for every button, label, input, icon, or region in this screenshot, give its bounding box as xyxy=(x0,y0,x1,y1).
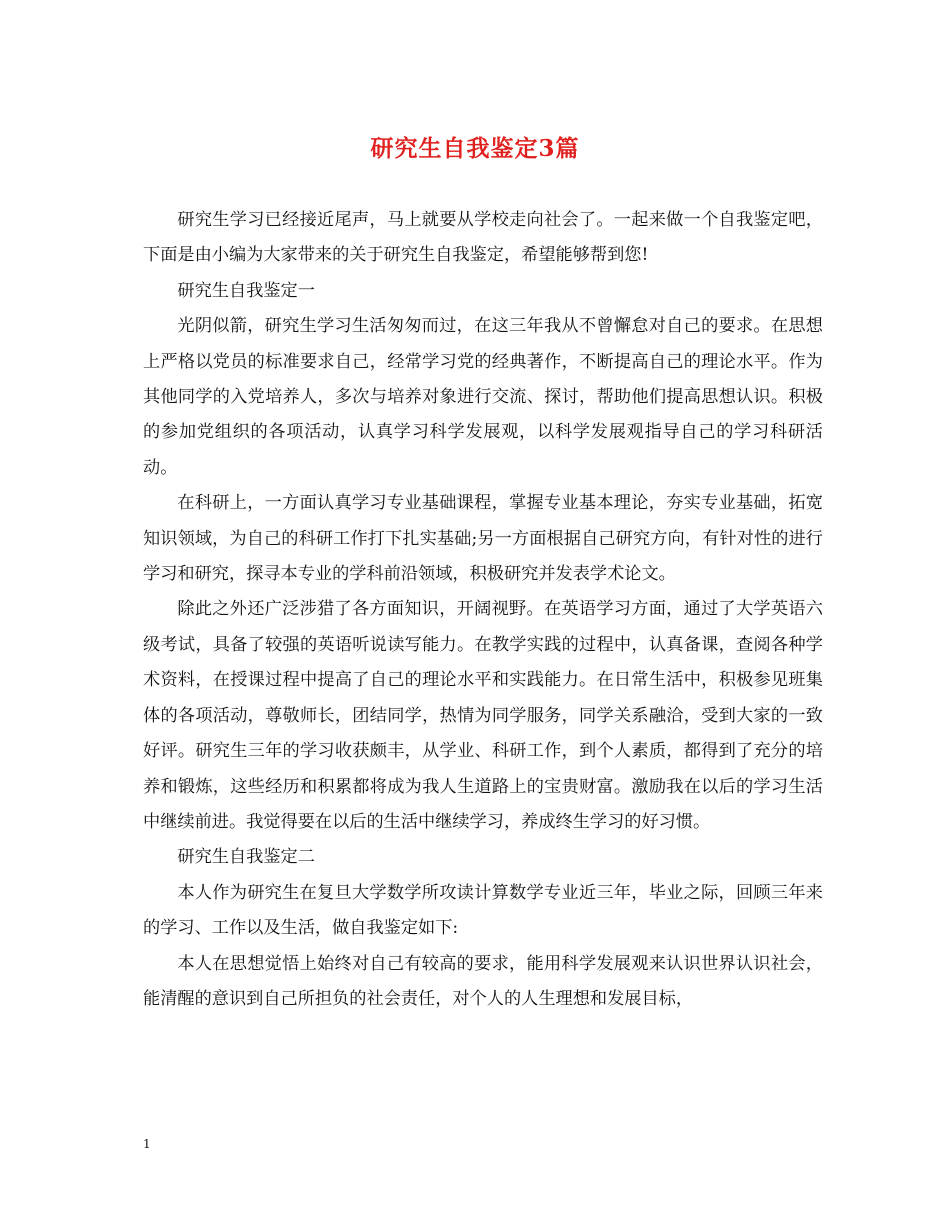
paragraph: 光阴似箭，研究生学习生活匆匆而过，在这三年我从不曾懈怠对自己的要求。在思想上严格以党员的标准要求自己，经常学习党的经典著作，不断提高自己的理论水平。作为其他同学的入党培养人，多次与培养对象进行交流、探讨，帮助他们提高思想认识。积极的参加党组织的各项活动，认真学习科学发展观，以科学发展观指导自己的学习科研活动。 xyxy=(143,316,823,478)
intro-paragraph: 研究生学习已经接近尾声，马上就要从学校走向社会了。一起来做一个自我鉴定吧，下面是由小编为大家带来的关于研究生自我鉴定，希望能够帮到您! xyxy=(143,210,823,266)
section-heading-one: 研究生自我鉴定一 xyxy=(177,280,315,301)
paragraph: 本人在思想觉悟上始终对自己有较高的要求，能用科学发展观来认识世界认识社会，能清醒的意识到自己所担负的社会责任，对个人的人生理想和发展目标， xyxy=(143,953,823,1009)
document-body xyxy=(143,203,823,1017)
document-title: 研究生自我鉴定3篇 xyxy=(370,135,580,162)
paragraph: 除此之外还广泛涉猎了各方面知识，开阔视野。在英语学习方面，通过了大学英语六级考试，具备了较强的英语听说读写能力。在教学实践的过程中，认真备课，查阅各种学术资料，在授课过程中提高了自己的理论水平和实践能力。在日常生活中，积极参见班集体的各项活动，尊敬师长，团结同学，热情为同学服务，同学关系融洽，受到大家的一致好评。研究生三年的学习收获颇丰，从学业、科研工作，到个人素质，都得到了充分的培养和锻炼，这些经历和积累都将成为我人生道路上的宝贵财富。激励我在以后的学习生活中继续前进。我觉得要在以后的生活中继续学习，养成终生学习的好习惯。 xyxy=(143,599,823,832)
paragraph: 在科研上，一方面认真学习专业基础课程，掌握专业基本理论，夯实专业基础，拓宽知识领域，为自己的科研工作打下扎实基础;另一方面根据自己研究方向，有针对性的进行学习和研究，探寻本专业的学科前沿领域，积极研究并发表学术论文。 xyxy=(143,493,823,585)
paragraph: 本人作为研究生在复旦大学数学所攻读计算数学专业近三年，毕业之际，回顾三年来的学习、工作以及生活，做自我鉴定如下: xyxy=(143,882,823,939)
page-number: 1 xyxy=(143,1137,151,1151)
section-heading-two: 研究生自我鉴定二 xyxy=(177,847,315,868)
